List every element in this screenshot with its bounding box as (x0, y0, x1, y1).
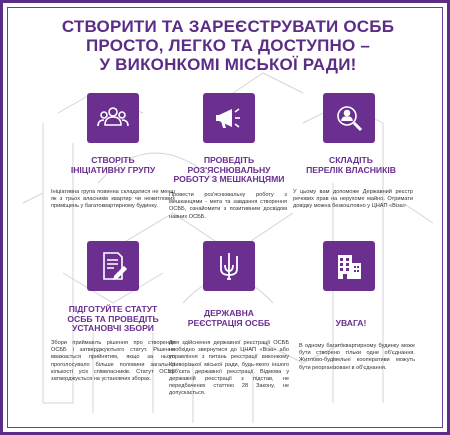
document-sign-icon (87, 241, 139, 291)
group-icon (87, 93, 139, 143)
card-1-title-line-2: ІНІЦІАТИВНУ ГРУПУ (70, 164, 156, 175)
card-3-title (293, 156, 409, 175)
building-icon (323, 241, 375, 291)
card-6-title (293, 319, 409, 329)
card-6-body: В одному багатоквартирному будинку може бути створено тільки одне об'єднання. Житлово-будівельні кооперативи можуть бути реорганізовані в об'єднання. (299, 343, 415, 371)
title-line-1: СТВОРИТИ ТА ЗАРЕЄСТРУВАТИ ОСББ (61, 17, 395, 36)
card-1-title-line-1: СТВОРІТЬ (91, 155, 135, 165)
title-line-3: У ВИКОНКОМІ МІСЬКОЇ РАДИ! (99, 55, 357, 74)
card-2-title-line-3: РОБОТУ З МЕШКАНЦЯМИ (173, 174, 285, 185)
card-5-title-line-2: РЕЄСТРАЦІЯ ОСББ (187, 317, 271, 328)
card-4-title-line-2: ОСББ ТА ПРОВЕДІТЬ (67, 313, 159, 324)
card-2-body: Провести роз'яснювальну роботу з мешканцями - мета та завдання створення ОСББ, ознайомити з позитивним досвідом навних ОСББ. (169, 192, 287, 220)
card-4-title-line-3: УСТАНОВЧІ ЗБОРИ (72, 323, 154, 334)
card-3-body: У цьому вам допоможе Державний реєстр речових прав на нерухоме майно. Отримати довідку можна безкоштовно у ЦНАП «Віза» (293, 189, 413, 210)
card-4-title (51, 305, 175, 334)
title-line-2: ПРОСТО, ЛЕГКО ТА ДОСТУПНО – (85, 36, 371, 55)
search-people-icon (323, 93, 375, 143)
card-4-title-line-1: ПІДГОТУЙТЕ СТАТУТ (68, 304, 158, 314)
card-1-body: Ініціативна група повинна складатися не менш як з трьох власників квартир чи нежитлових приміщень у багатоквартирному будинку. (51, 189, 175, 210)
card-2-title (171, 156, 287, 185)
card-1-title (55, 156, 171, 175)
card-5-body: Для здійснення державної реєстрації ОСББ необхідно звернутися до ЦНАП «Віза» або управління з питань реєстрації виконкому Криворізької міської ради, будь-якого іншого суб'єкта державної реєстрації. Відмова у державній реєстрації з підстав, не передбачених статтею 28 Закону, не допускається. (169, 340, 289, 397)
page-title (33, 17, 423, 74)
card-4-body: Збори приймають рішення про створення ОСББ і затверджуютього статут. Рішення вважається прийнятим, якщо за нього проголосувало більше половини загальної кількості усіх співвласників. Статут ОСББ затверджується на установчих зборах. (51, 340, 175, 383)
megaphone-icon (203, 93, 255, 143)
card-3-title-line-1: СКЛАДІТЬ (329, 155, 373, 165)
card-3-title-line-2: ПЕРЕЛІК ВЛАСНИКІВ (306, 164, 396, 175)
trident-icon (203, 241, 255, 291)
card-2-title-line-2: РОЗ'ЯСНЮВАЛЬНУ (187, 164, 271, 175)
card-5-title (171, 309, 287, 328)
card-6-title-line-1: УВАГА! (335, 318, 367, 328)
card-2-title-line-1: ПРОВЕДІТЬ (203, 155, 255, 165)
card-5-title-line-1: ДЕРЖАВНА (203, 308, 255, 318)
